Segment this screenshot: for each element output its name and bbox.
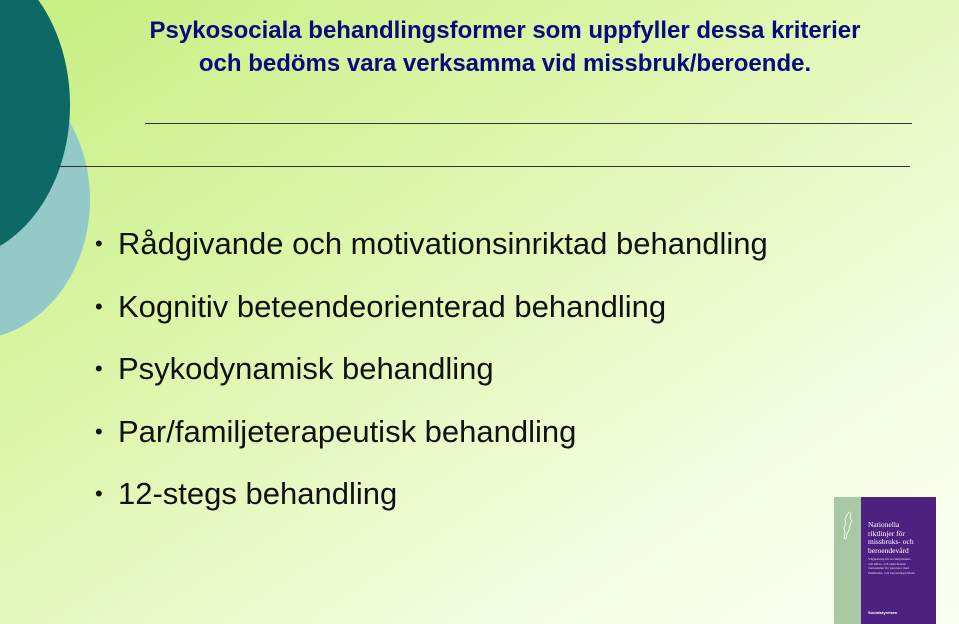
- slide-title-line: Psykosociala behandlingsformer som uppfyller dessa kriterier: [149, 17, 861, 44]
- book-title: Nationella riktlinjer för missbruks- och beroendevård: [868, 520, 914, 555]
- book-cover-image: [834, 497, 936, 624]
- bullet-icon: •: [95, 356, 103, 381]
- bullet-text: Par/familjeterapeutisk behandling: [118, 413, 577, 449]
- bullet-item: [95, 340, 768, 403]
- bullet-item: [95, 465, 768, 528]
- slide-title: [60, 14, 950, 80]
- bullet-item: [95, 403, 768, 466]
- book-subtitle: Vägledning för socialtjänstens och hälso- och sjukvårdens verksamhet för personer med missbruks- och beroendeproblem: [868, 557, 915, 575]
- bullet-text: 12-stegs behandling: [118, 476, 398, 511]
- bullet-item: [95, 278, 768, 341]
- bullet-text: Kognitiv beteendeorienterad behandling: [118, 288, 667, 324]
- bullet-icon: •: [95, 231, 103, 256]
- bullet-icon: •: [95, 293, 103, 319]
- bullet-list: [95, 215, 768, 528]
- bullet-item: [95, 215, 768, 278]
- bullet-text: Rådgivande och motivationsinriktad behandling: [118, 226, 768, 261]
- bullet-text: Psykodynamisk behandling: [118, 351, 494, 386]
- slide-title-line: och bedöms vara verksamma vid missbruk/beroende.: [198, 50, 812, 77]
- book-publisher: Socialstyrelsen: [868, 610, 898, 615]
- divider-line: [58, 166, 910, 167]
- bullet-icon: •: [95, 418, 103, 444]
- divider-line: [145, 123, 912, 124]
- bullet-icon: •: [95, 481, 103, 506]
- sweden-map-icon: [840, 511, 854, 541]
